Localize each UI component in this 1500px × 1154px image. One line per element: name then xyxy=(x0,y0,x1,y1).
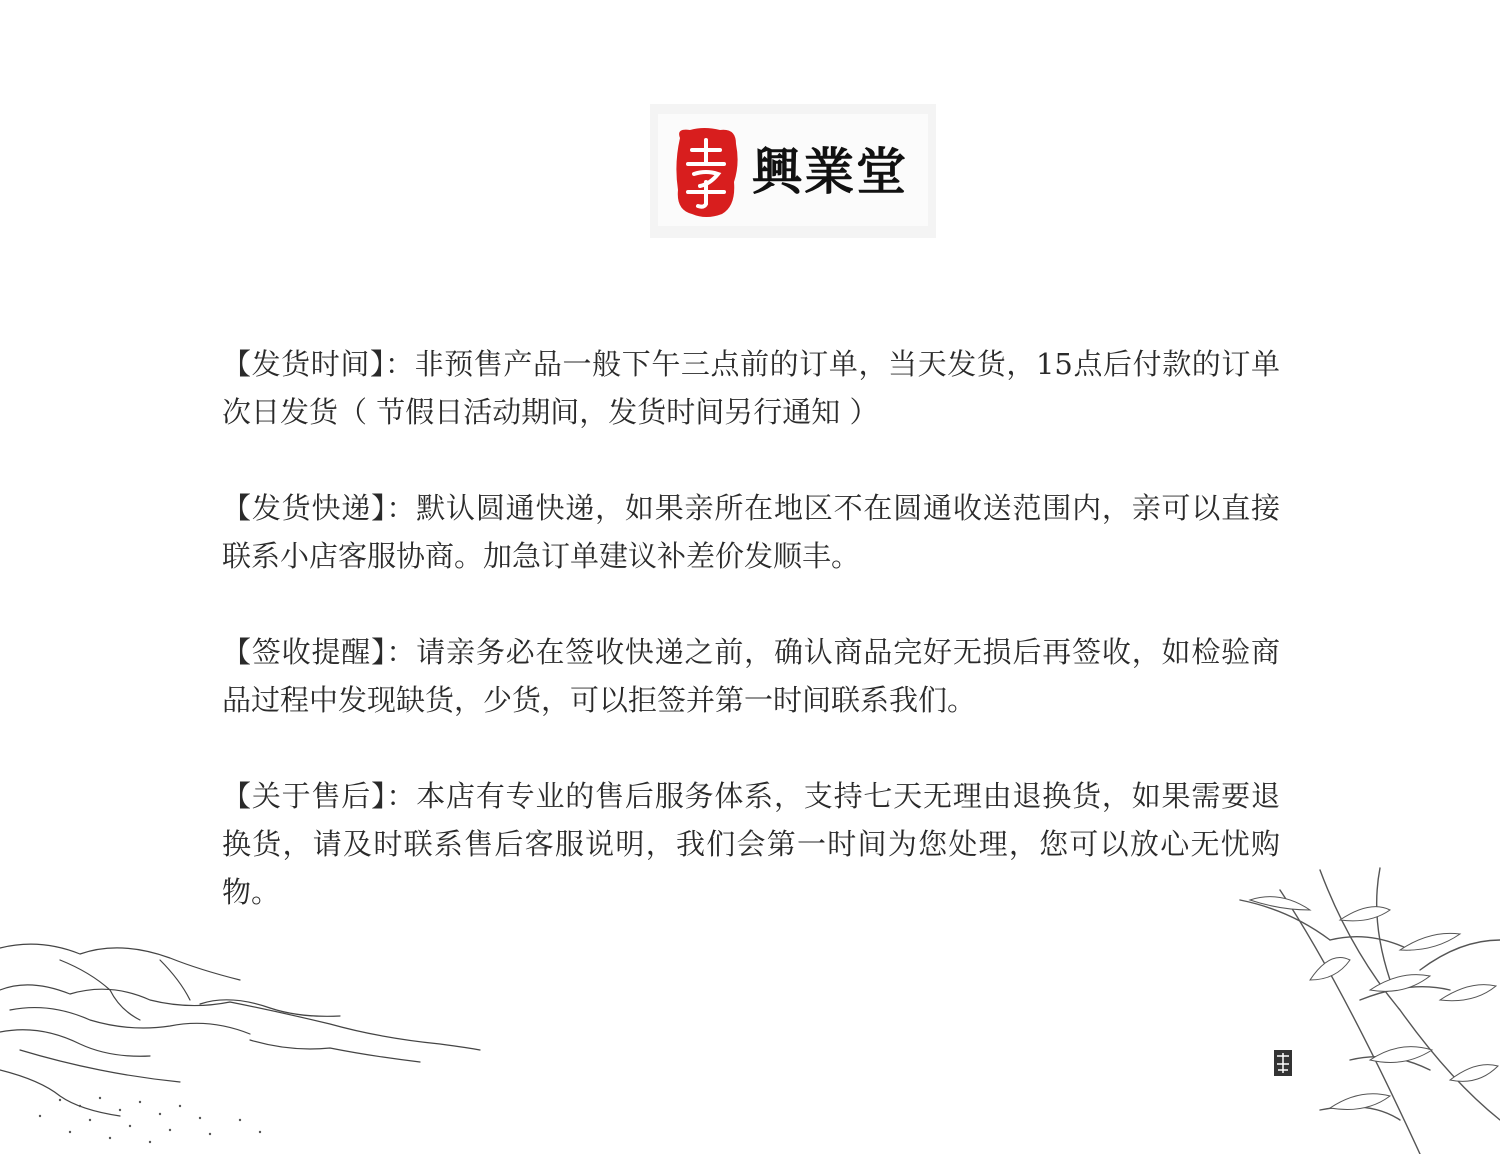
section-courier xyxy=(222,484,1280,580)
brand-logo xyxy=(650,104,936,238)
ink-bamboo xyxy=(1220,860,1500,1154)
section-label: 【发货时间】 xyxy=(222,347,386,381)
shipping-info xyxy=(222,340,1280,964)
section-text: ：本店有专业的售后服务体系，支持七天无理由退换货，如果需要退换货，请及时联系售后客服说明，我们会第一时间为您处理，您可以放心无忧购物。 xyxy=(222,779,1280,909)
red-seal-icon xyxy=(670,124,742,220)
brand-name: 興業堂 xyxy=(752,142,908,201)
section-label: 【发货快递】 xyxy=(222,491,387,525)
section-text: ：请亲务必在签收快递之前，确认商品完好无损后再签收，如检验商品过程中发现缺货，少货，可以拒签并第一时间联系我们。 xyxy=(222,635,1280,717)
section-text: ：非预售产品一般下午三点前的订单，当天发货，15点后付款的订单次日发货（ 节假日活动期间，发货时间另行通知 ） xyxy=(222,347,1280,429)
brand-logo-panel xyxy=(658,114,928,226)
artist-seal-icon xyxy=(1272,1048,1294,1078)
section-after-sales xyxy=(222,772,1280,916)
ink-mountain-landscape xyxy=(0,920,500,1154)
section-text: ：默认圆通快递，如果亲所在地区不在圆通收送范围内，亲可以直接联系小店客服协商。加急订单建议补差价发顺丰。 xyxy=(222,491,1280,573)
section-shipping-time xyxy=(222,340,1280,436)
section-label: 【关于售后】 xyxy=(222,779,387,813)
section-label: 【签收提醒】 xyxy=(222,635,387,669)
section-signing-reminder xyxy=(222,628,1280,724)
